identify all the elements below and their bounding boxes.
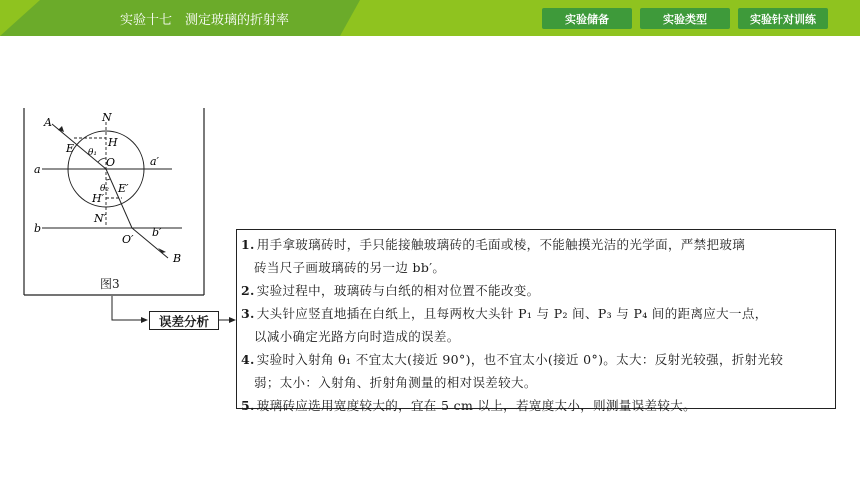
note-item-3 — [241, 302, 829, 348]
label-theta1: θ₁ — [88, 148, 98, 158]
tab-experiment-types[interactable]: 实验类型 — [640, 8, 730, 29]
connector-right-arrow — [229, 317, 236, 323]
note-number: 1. — [241, 237, 255, 252]
note-item-4 — [241, 348, 829, 394]
label-A: A — [44, 116, 52, 129]
label-a-prime: a′ — [150, 155, 160, 168]
note-text: 用手拿玻璃砖时，手只能接触玻璃砖的毛面或棱，不能触摸光洁的光学面，严禁把玻璃 — [256, 237, 746, 252]
note-text: 玻璃砖应选用宽度较大的，宜在 5 cm 以上，若宽度太小，则测量误差较大。 — [256, 398, 696, 413]
connector-left-arrow — [141, 317, 148, 323]
label-O: O — [106, 156, 116, 169]
note-number: 5. — [241, 398, 255, 413]
page-title: 实验十七 测定玻璃的折射率 — [120, 13, 290, 28]
connector-left — [112, 296, 142, 320]
error-analysis-box — [236, 229, 836, 413]
label-B: B — [173, 252, 182, 265]
note-text: 弱；太小：入射角、折射角测量的相对误差较大。 — [254, 375, 537, 390]
note-text: 实验过程中，玻璃砖与白纸的相对位置不能改变。 — [256, 283, 540, 298]
note-text: 以减小确定光路方向时造成的误差。 — [254, 329, 460, 344]
error-analysis-label: 误差分析 — [149, 311, 219, 330]
figure-caption: 图3 — [100, 277, 120, 291]
note-text: 砖当尺子画玻璃砖的另一边 bb′。 — [254, 260, 446, 275]
label-H-prime: H′ — [92, 192, 105, 205]
label-a: a — [34, 163, 41, 176]
tab-experiment-preparation[interactable]: 实验储备 — [542, 8, 632, 29]
label-N: N — [102, 111, 112, 124]
note-text: 实验时入射角 θ₁ 不宜太大(接近 90°)，也不宜太小(接近 0°)。太大：反射光较强，折射光较 — [256, 352, 784, 367]
label-b: b — [34, 222, 42, 235]
note-text: 大头针应竖直地插在白纸上，且每两枚大头针 P₁ 与 P₂ 间、P₃ 与 P₄ 间的距离应大一点， — [256, 306, 768, 321]
note-item-2 — [241, 279, 829, 302]
note-number: 3. — [241, 306, 255, 321]
label-N-prime: N′ — [94, 212, 107, 225]
label-b-prime: b′ — [152, 226, 162, 239]
label-E-prime: E′ — [118, 182, 129, 195]
label-theta2: θ₂ — [100, 184, 110, 194]
label-O-prime: O′ — [122, 233, 134, 246]
label-E: E — [66, 142, 75, 155]
note-number: 2. — [241, 283, 255, 298]
label-H: H — [108, 136, 118, 149]
note-item-1 — [241, 233, 829, 279]
note-item-5 — [241, 394, 829, 417]
note-number: 4. — [241, 352, 255, 367]
tab-experiment-training[interactable]: 实验针对训练 — [738, 8, 828, 29]
